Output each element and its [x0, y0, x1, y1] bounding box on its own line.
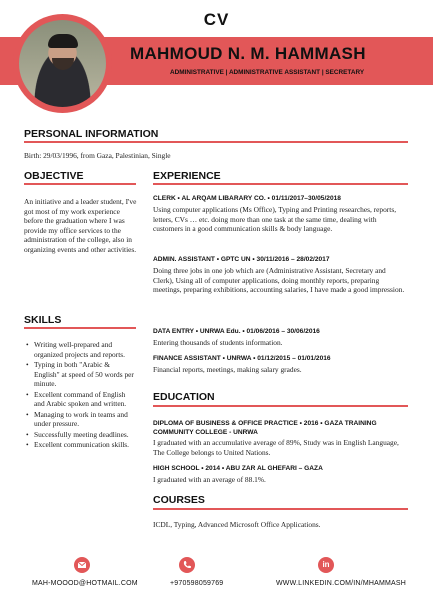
experience-heading: EXPERIENCE	[153, 170, 221, 182]
skill-item: • Successfully meeting deadlines.	[34, 430, 134, 440]
objective-heading: OBJECTIVE	[24, 170, 84, 182]
job-description: Doing three jobs in one job which are (Administrative Assistant, Secretary and Clerk), Using all of computer applications, doing monthly reports, preparing meetings, preparing exhibitions, accounting salaries, I have made a good impression.	[153, 266, 405, 295]
personal-info-heading: PERSONAL INFORMATION	[24, 128, 159, 140]
education-description: I graduated with an average of 88.1%.	[153, 475, 266, 484]
job-description: Entering thousands of students information.	[153, 338, 283, 347]
courses-heading: COURSES	[153, 494, 205, 506]
skill-item: • Managing to work in teams and under pressure.	[34, 410, 134, 429]
education-title: DIPLOMA OF BUSINESS & OFFICE PRACTICE • 2016 • GAZA TRAINING COMMUNITY COLLEGE - UNRWA	[153, 420, 377, 436]
personal-info-text: Birth: 29/03/1996, from Gaza, Palestinian, Single	[24, 151, 171, 160]
personal-info-rule	[24, 141, 408, 143]
education-rule	[153, 405, 408, 407]
skill-item: • Writing well-prepared and organized projects and reports.	[34, 340, 134, 359]
skills-list	[24, 340, 134, 450]
phone-number[interactable]: +970598059769	[170, 580, 224, 587]
avatar	[19, 20, 106, 107]
experience-rule	[153, 183, 408, 185]
objective-rule	[24, 183, 136, 185]
objective-text: An initiative and a leader student, I've got most of my work experience before the graduation where I was provide my office services to the administration of the college, also in organizing events and other activities.	[24, 197, 137, 254]
candidate-roles: ADMINISTRATIVE | ADMINISTRATIVE ASSISTANT | SECRETARY	[170, 69, 365, 76]
education-description: I graduated with an accumulative average of 89%, Study was in English Language, The College belongs to United Nations.	[153, 438, 399, 457]
job-title: CLERK • AL ARQAM LIBARARY CO. • 01/11/2017–30/05/2018	[153, 195, 341, 202]
email-icon	[74, 557, 90, 573]
courses-text: ICDL, Typing, Advanced Microsoft Office Applications.	[153, 520, 321, 529]
job-title: FINANCE ASSISTANT • UNRWA • 01/12/2015 – 01/01/2016	[153, 355, 331, 362]
education-title: HIGH SCHOOL • 2014 • ABU ZAR AL GHEFARI – GAZA	[153, 465, 323, 472]
cv-title: CV	[203, 10, 230, 29]
skill-item: • Excellent command of English and Arabic spoken and written.	[34, 390, 134, 409]
skill-item: • Excellent communication skills.	[34, 440, 134, 450]
job-title: ADMIN. ASSISTANT • GPTC UN • 30/11/2016 – 28/02/2017	[153, 256, 330, 263]
skills-heading: SKILLS	[24, 314, 62, 326]
job-description: Financial reports, meetings, making salary grades.	[153, 365, 302, 374]
phone-icon	[179, 557, 195, 573]
linkedin-link[interactable]: WWW.LINKEDIN.COM/IN/MHAMMASH	[276, 580, 407, 587]
education-heading: EDUCATION	[153, 391, 215, 403]
linkedin-icon: in	[318, 557, 334, 573]
skill-item: • Typing in both "Arabic & English" at speed of 50 words per minute.	[34, 360, 134, 389]
email-link[interactable]: MAH-MOOOD@HOTMAIL.COM	[32, 580, 138, 587]
job-description: Using computer applications (Ms Office), Typing and Printing researches, reports, letters, CVs … etc. doing more than one task at the same time, dealing with customers in a good communication skills & body language.	[153, 205, 397, 234]
skills-rule	[24, 327, 136, 329]
courses-rule	[153, 508, 408, 510]
job-title: DATA ENTRY • UNRWA Edu. • 01/06/2016 – 30/06/2016	[153, 328, 320, 335]
candidate-name: MAHMOUD N. M. HAMMASH	[130, 44, 366, 63]
